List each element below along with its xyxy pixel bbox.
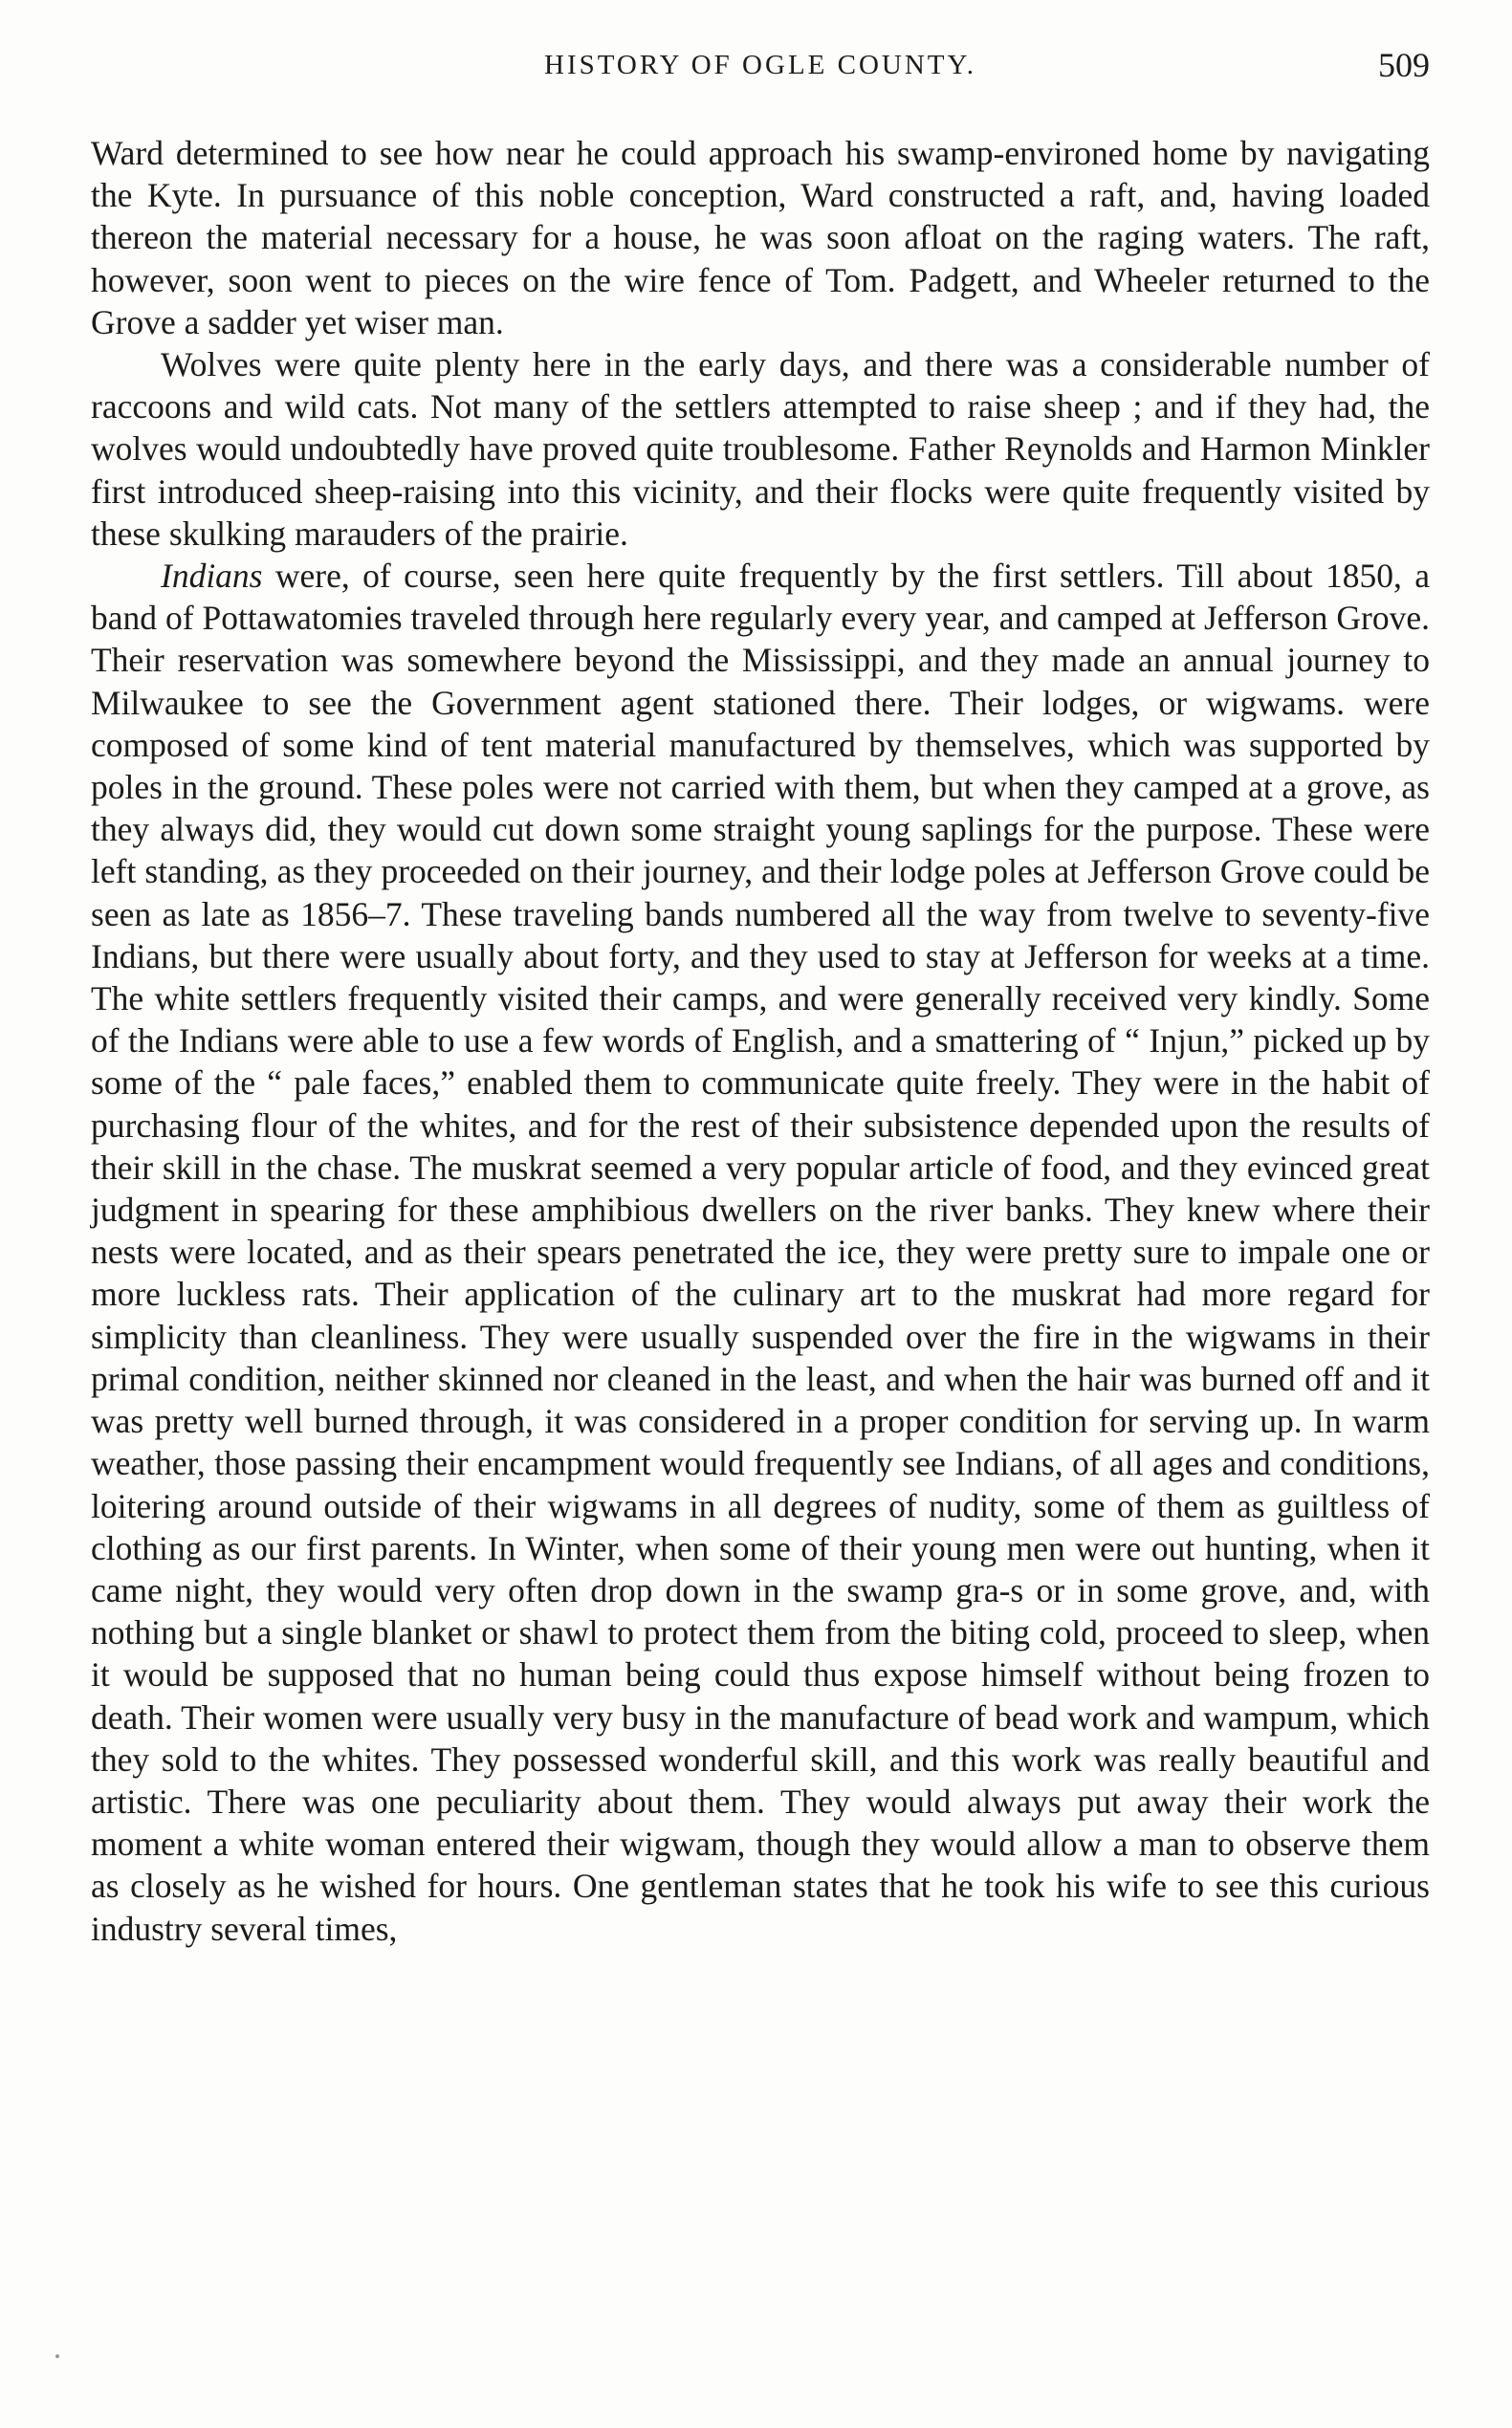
paragraph-indians-text: were, of course, seen here quite frequently by the first settlers. Till about 1850, a band of Pottawatomies traveled through here regularly every year, and camped at Jefferson Grove. Their reservation was somewhere beyond the Mississippi, and they made an annual journey to Milwaukee to see the Government agent stationed there. Their lodges, or wigwams. were composed of some kind of tent material manufactured by themselves, which was supported by poles in the ground. These poles were not carried with them, but when they camped at a grove, as they always did, they would cut down some straight young saplings for the purpose. These were left standing, as they proceeded on their journey, and their lodge poles at Jefferson Grove could be seen as late as 1856–7. These traveling bands numbered all the way from twelve to seventy-five Indians, but there were usually about forty, and they used to stay at Jefferson for weeks at a time. The white settlers frequently visited their camps, and were generally received very kindly. Some of the Indians were able to use a few words of English, and a smattering of “ Injun,” picked up by some of the “ pale faces,” enabled them to communicate quite freely. They were in the habit of purchasing flour of the whites, and for the rest of their subsistence depended upon the results of their skill in the chase. The muskrat seemed a very popular article of food, and they evinced great judgment in spearing for these amphibious dwellers on the river banks. They knew where their nests were located, and as their spears penetrated the ice, they were pretty sure to impale one or more luckless rats. Their application of the culinary art to the muskrat had more regard for simplicity than cleanliness. They were usually suspended over the fire in the wigwams in their primal condition, neither skinned nor cleaned in the least, and when the hair was burned off and it was pretty well burned through, it was considered in a proper condition for serving up. In warm weather, those passing their encampment would frequently see Indians, of all ages and conditions, loitering around outside of their wigwams in all degrees of nudity, some of them as guiltless of clothing as our first parents. In Winter, when some of their young men were out hunting, when it came night, they would very often drop down in the swamp gra-s or in some grove, and, with nothing but a single blanket or shawl to protect them from the biting cold, proceed to sleep, when it would be supposed that no human being could thus expose himself without being frozen to death. Their women were usually very busy in the manufacture of bead work and wampum, which they sold to the whites. They possessed wonderful skill, and this work was really beautiful and artistic. There was one peculiarity about them. They would always put away their work the moment a white woman entered their wigwam, though they would allow a man to observe them as closely as he wished for hours. One gentleman states that he took his wife to see this curious industry several times, [91,557,1430,1948]
paper-speck-mark [55,2354,59,2358]
paragraph-ward-raft: Ward determined to see how near he could approach his swamp-environed home by navigating the Kyte. In pursuance of this noble conception, Ward constructed a raft, and, having loaded thereon the material necessary for a house, he was soon afloat on the raging waters. The raft, however, soon went to pieces on the wire fence of Tom. Padgett, and Wheeler returned to the Grove a sadder yet wiser man. [91,134,1430,341]
body-text [91,132,1430,1950]
paragraph-indians [91,555,1430,1950]
run-in-heading: Indians [161,557,263,596]
page-number: 509 [1378,46,1430,84]
running-head [91,44,1430,86]
running-title: HISTORY OF OGLE COUNTY. [544,50,976,80]
paragraph-wolves: Wolves were quite plenty here in the early days, and there was a considerable number of raccoons and wild cats. Not many of the settlers attempted to raise sheep ; and if they had, the wolves would undoubtedly have proved quite troublesome. Father Reynolds and Harmon Minkler first introduced sheep-raising into this vicinity, and their flocks were quite frequently visited by these skulking marauders of the prairie. [91,345,1430,553]
